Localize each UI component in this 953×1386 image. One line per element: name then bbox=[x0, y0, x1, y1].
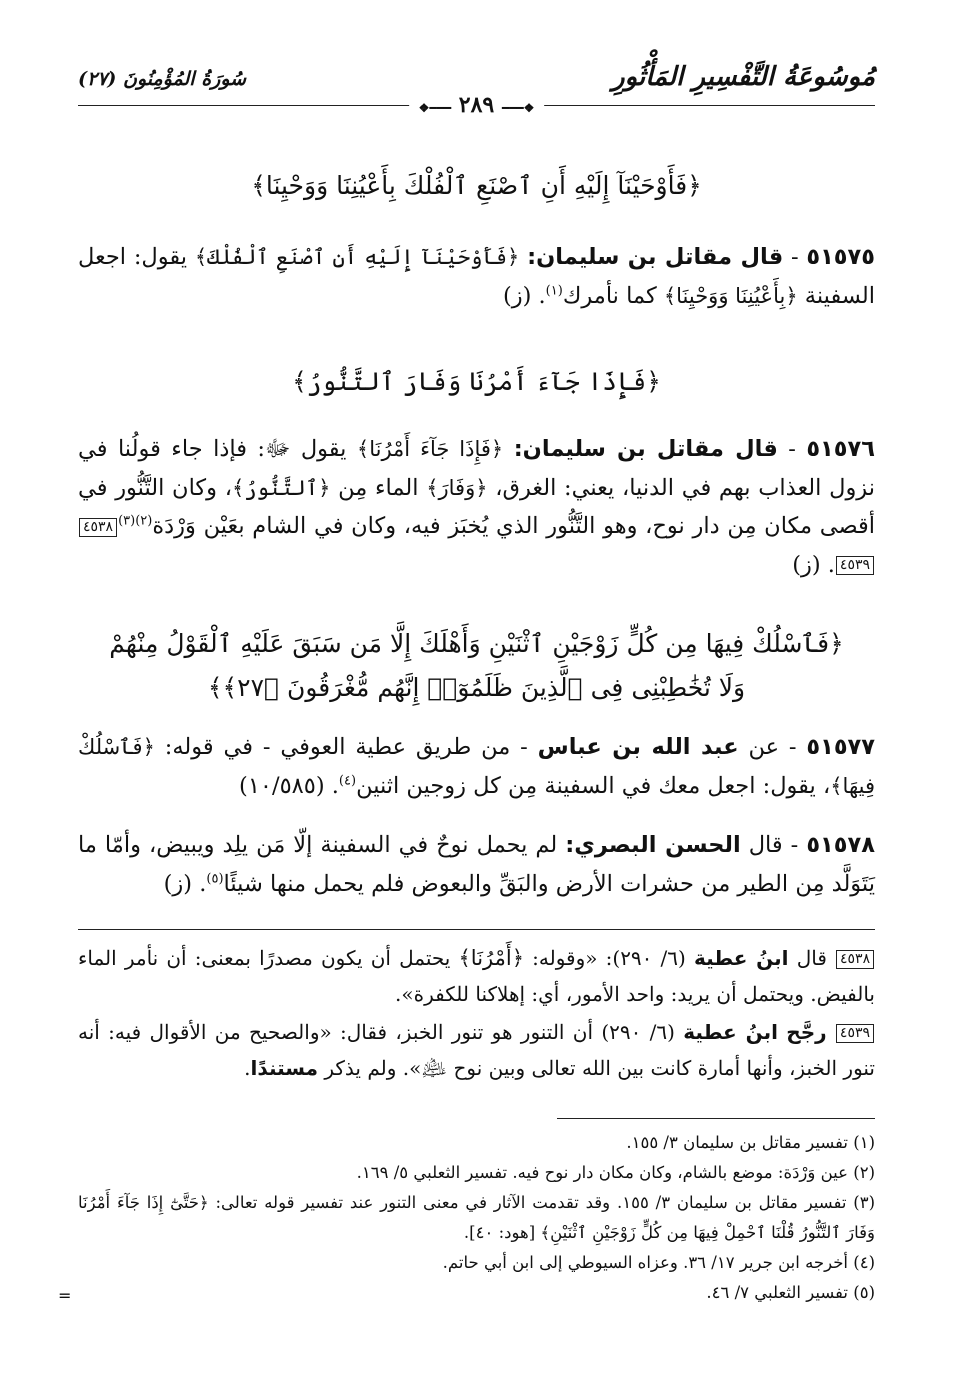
footnote-ref[interactable]: (٢)(٣) bbox=[118, 513, 153, 529]
entry-text: يقول: اجعل السفينة bbox=[78, 244, 875, 309]
entry-number: ٥١٥٧٧ bbox=[806, 734, 876, 760]
commentary-box-number: ٤٥٣٨ bbox=[836, 950, 874, 969]
page-number: ٢٨٩ bbox=[458, 92, 495, 118]
entry-quote: ﴿بِأَعْيُنِنَا وَوَحْيِنَا﴾ bbox=[663, 283, 798, 308]
verse-heading-1: ﴿فَأَوْحَيْنَآ إِلَيْهِ أَنِ ٱصْنَعِ ٱلْفُلْكَ بِأَعْيُنِنَا وَوَحْيِنَا﴾ bbox=[251, 171, 702, 200]
entry-tail: . (ز) bbox=[163, 870, 207, 897]
entry-51578: ٥١٥٧٨ - قال الحسن البصري: لم يحمل نوحٌ في السفينة إلّا مَن يلِد ويبيض، وأمّا ما يَتَوَلَّد مِن الطير من حشرات الأرض والبَقِّ والبعوض فلم يحمل منها شيئًا$^{(٥)}$. (ز) bbox=[78, 832, 875, 897]
entry-text: يقول ﷻ: فإذا جاء قولُنا في نزول العذاب بهم في الدنيا، يعني: الغرق، bbox=[78, 436, 875, 501]
entry-51577: ٥١٥٧٧ - عن عبد الله بن عباس - من طريق عطية العوفي - في قوله: ﴿فَٱسْلُكْ فِيهَا﴾، يقول: اجعل معك في السفينة مِن كل زوجين اثنين$^{(٤)}$. (١٠/٥٨٥) bbox=[78, 734, 876, 799]
commentary-text: أن التنور هو تنور الخبز، فقال: «والصحيح من الأقوال فيه: أنه تنور الخبز، وأنها أمارة كانت بين الله تعالى وبين نوح ﵇». ولم يذكر bbox=[78, 1020, 875, 1080]
footnote-ref[interactable]: (٥) bbox=[206, 871, 224, 886]
commentary-ref-box[interactable]: ٤٥٣٨ bbox=[79, 518, 117, 537]
entry-source: قال مقاتل بن سليمان: bbox=[513, 436, 778, 462]
commentary-lead: رجَّح bbox=[786, 1020, 827, 1044]
entry-text: ، وكان التَّنُّور في أقصى مكان مِن دار نوح، وهو التَّنُّور الذي يُخبَز فيه، وكان في الشام بعَيْن وَرْدَة bbox=[78, 474, 875, 539]
commentary-ref-box[interactable]: ٤٥٣٩ bbox=[836, 556, 874, 575]
footnotes bbox=[78, 1128, 875, 1308]
entry-tail: . (١٠/٥٨٥) bbox=[239, 772, 339, 799]
footnote-item: (٤) أخرجه ابن جرير ١٧/ ٣٦. وعزاه السيوطي إلى ابن أبي حاتم. bbox=[442, 1253, 875, 1272]
footnote-item: (٢) عين وَرْدَة: موضع بالشام، وكان مكان دار نوح فيه. تفسير الثعلبي ٥/ ١٦٩. bbox=[356, 1163, 875, 1182]
footnote-ref[interactable]: (١) bbox=[545, 283, 563, 298]
footnote-item: (١) تفسير مقاتل بن سليمان ٣/ ١٥٥. bbox=[626, 1133, 875, 1152]
ornament-icon: ❖━━━ bbox=[501, 101, 535, 115]
footnote-ref[interactable]: (٤) bbox=[338, 773, 357, 788]
commentary-text: «وقوله: bbox=[532, 946, 598, 970]
entry-text: لم يحمل نوحٌ في السفينة إلّا مَن يلِد ويبيض، وأمّا ما يَتَوَلَّد مِن الطير من حشرات الأرض والبَقِّ والبعوض فلم يحمل منها شيئًا bbox=[78, 832, 875, 897]
commentary-divider bbox=[78, 929, 875, 930]
commentary-quote: ﴿أَمْرُنَا﴾ bbox=[458, 946, 525, 970]
surah-title: سُورَةُ المُؤْمِنُونَ (٢٧) bbox=[78, 68, 247, 90]
entry-text: الماء مِن bbox=[338, 474, 419, 501]
commentary-4538 bbox=[78, 940, 875, 1012]
entry-quote: ﴿فَإِذَا جَآءَ أَمْرُنَا﴾ bbox=[356, 437, 504, 461]
verse-line: وَلَا تُخَٰطِبْنِى فِى ٱلَّذِينَ ظَلَمُوٓا۟ إِنَّهُم مُّغْرَقُونَ ﴿٢٧﴾﴾ bbox=[207, 673, 746, 702]
entry-quote: ﴿فَٱسْلُكْ فِيهَا﴾ bbox=[78, 735, 875, 798]
entry-51576: ٥١٥٧٦ - قال مقاتل بن سليمان: ﴿فَإِذَا جَآءَ أَمْرُنَا﴾ يقول ﷻ: فإذا جاء قولُنا في نزول العذاب بهم في الدنيا، يعني: الغرق، ﴿وَفَارَ﴾ الماء مِن ﴿ٱلتَّنُّورُ﴾، وكان التَّنُّور في أقصى مكان مِن دار نوح، وهو التَّنُّور الذي يُخبَز فيه، وكان في الشام بعَيْن وَرْدَة$^{(٢)(٣)}$٤٥٣٨٤٥٣٩. (ز) bbox=[78, 436, 875, 578]
commentary-lead: قال bbox=[796, 946, 827, 970]
entry-number: ٥١٥٧٥ bbox=[806, 244, 876, 270]
commentary-ref: (٦/ ٢٩٠) bbox=[601, 1020, 675, 1044]
entry-source: الحسن البصري: bbox=[565, 832, 741, 858]
commentary-text: . bbox=[244, 1056, 251, 1080]
commentary-author: ابنُ عطية bbox=[694, 946, 789, 970]
entry-quote: ﴿ٱلتَّنُّورُ﴾ bbox=[231, 475, 331, 500]
entry-text: ، يقول: اجعل معك في السفينة مِن كل زوجين اثنين bbox=[356, 772, 831, 799]
entry-tail: . (ز) bbox=[792, 551, 835, 578]
commentary-4539 bbox=[78, 1014, 875, 1086]
commentary-author: ابنُ عطية bbox=[683, 1020, 778, 1044]
entry-quote: ﴿فَأَوْحَيْنَآ إِلَيْهِ أَنِ ٱصْنَعِ ٱلْفُلْكَ﴾ bbox=[194, 245, 520, 269]
entry-number: ٥١٥٧٨ bbox=[806, 832, 875, 858]
margin-mark: = bbox=[58, 1286, 72, 1305]
entry-tail: . (ز) bbox=[502, 282, 546, 309]
commentary-box-number: ٤٥٣٩ bbox=[836, 1024, 874, 1043]
entry-51575: ٥١٥٧٥ - قال مقاتل بن سليمان: ﴿فَأَوْحَيْنَآ إِلَيْهِ أَنِ ٱصْنَعِ ٱلْفُلْكَ﴾ يقول: اجعل السفينة ﴿بِأَعْيُنِنَا وَوَحْيِنَا﴾ كما نأمرك$^{(١)}$. (ز) bbox=[78, 244, 876, 309]
entry-pre: قال bbox=[748, 832, 783, 858]
verse-heading-3 bbox=[78, 622, 875, 710]
commentary-ref: (٦/ ٢٩٠): bbox=[605, 946, 686, 970]
verse-heading-2: ﴿فَإِذَا جَآءَ أَمْرُنَا وَفَارَ ٱلتَّنُّورُ﴾ bbox=[292, 367, 661, 396]
entry-source: عبد الله بن عباس bbox=[537, 734, 739, 760]
commentary-emphasis: مستندًا bbox=[250, 1056, 319, 1080]
commentary-text: يحتمل أن يكون مصدرًا بمعنى: أن نأمر الماء بالفيض. ويحتمل أن يريد: واحد الأمور، أي: إهلاكنا للكفرة». bbox=[78, 946, 875, 1006]
page-number-wrap bbox=[409, 92, 545, 118]
footnote-divider bbox=[557, 1118, 875, 1119]
book-title: مُوسُوعَةُ التَّفْسِيرِ المَأْثُورِ bbox=[612, 62, 875, 92]
entry-quote: ﴿وَفَارَ﴾ bbox=[426, 475, 488, 500]
footnote-item: (٣) تفسير مقاتل بن سليمان ٣/ ١٥٥. وقد تقدمت الآثار في معنى التنور عند تفسير قوله تعالى: ﴿حَتَّىٰٓ إِذَا جَآءَ أَمْرُنَا وَفَارَ ٱلتَّنُّورُ قُلْنَا ٱحْمِلْ فِيهَا مِن كُلٍّ زَوْجَيْنِ ٱثْنَيْنِ﴾ [هود: ٤٠]. bbox=[78, 1193, 875, 1242]
entry-text: كما نأمرك bbox=[562, 282, 657, 309]
page-header bbox=[78, 58, 875, 128]
verse-line: ﴿فَٱسْلُكْ فِيهَا مِن كُلٍّ زَوْجَيْنِ ٱثْنَيْنِ وَأَهْلَكَ إِلَّا مَن سَبَقَ عَلَيْهِ ٱلْقَوْلُ مِنْهُمْ bbox=[109, 629, 844, 658]
footnote-item: (٥) تفسير الثعلبي ٧/ ٤٦. bbox=[706, 1283, 875, 1302]
entry-number: ٥١٥٧٦ bbox=[806, 436, 875, 462]
entry-text: - من طريق عطية العوفي - في قوله: bbox=[164, 734, 528, 760]
entry-source: قال مقاتل بن سليمان: bbox=[527, 244, 784, 270]
ornament-icon: ━━━❖ bbox=[418, 101, 452, 115]
entry-pre: عن bbox=[748, 734, 780, 760]
